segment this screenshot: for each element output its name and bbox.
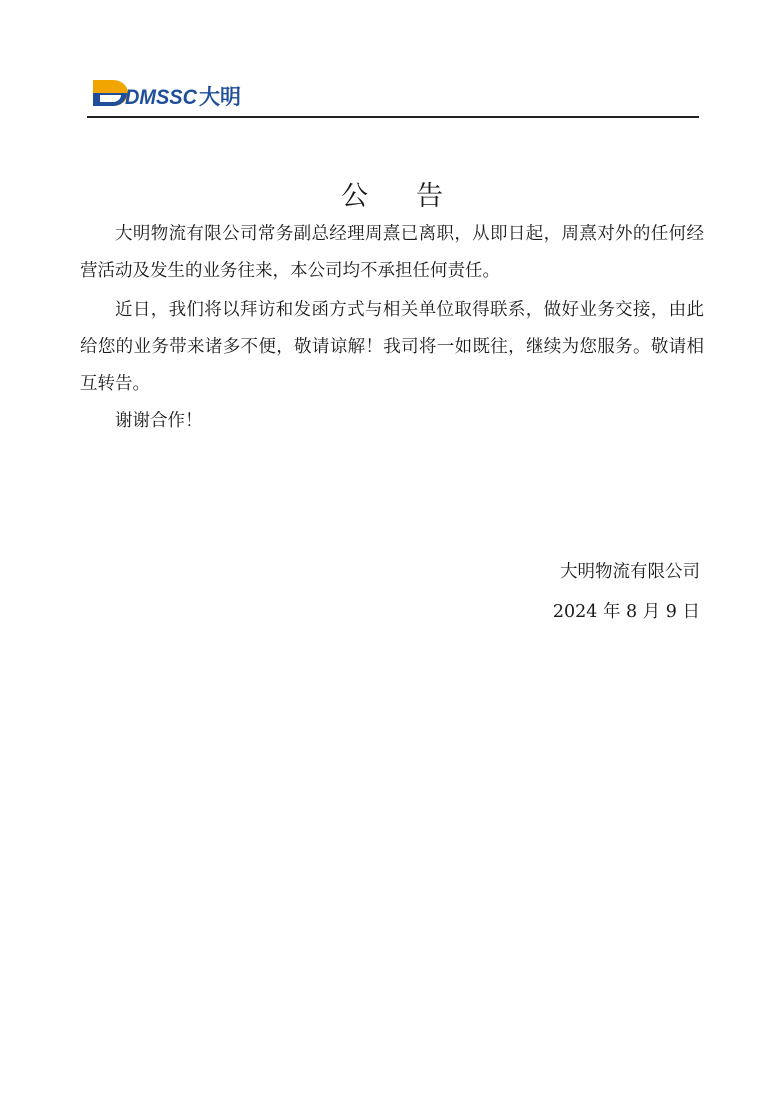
signature-company: 大明物流有限公司 xyxy=(560,562,700,582)
signature-block xyxy=(553,552,700,632)
paragraph-3: 谢谢合作！ xyxy=(115,411,203,431)
logo-text: DMSSC xyxy=(125,86,198,109)
letterhead xyxy=(87,70,699,120)
title-char-right: 告 xyxy=(416,181,443,212)
header-rule xyxy=(87,116,699,118)
signature-date: 2024 年 8 月 9 日 xyxy=(552,602,700,622)
company-logo xyxy=(91,76,251,110)
logo-cn-text: 大明 xyxy=(199,85,241,109)
paragraph-1: 大明物流有限公司常务副总经理周熹已离职，从即日起，周熹对外的任何经营活动及发生的业务往来，本公司均不承担任何责任。 xyxy=(80,224,704,281)
notice-body xyxy=(80,216,704,440)
notice-title xyxy=(0,174,784,213)
title-char-left: 公 xyxy=(341,181,368,212)
paragraph-2: 近日，我们将以拜访和发函方式与相关单位取得联系，做好业务交接，由此给您的业务带来诸多不便，敬请谅解！我司将一如既往，继续为您服务。敬请相互转告。 xyxy=(80,300,704,394)
